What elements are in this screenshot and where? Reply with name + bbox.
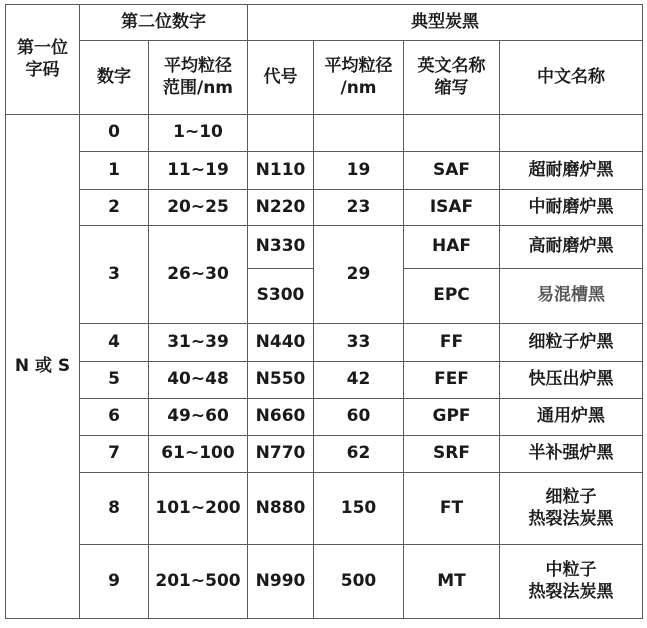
cell-abbr: FT [404,473,500,545]
cell-name: 易混槽黑 [500,269,643,324]
cell-abbr: FF [404,324,500,362]
cell-digit: 0 [80,115,149,152]
cell-code: N440 [248,324,314,362]
header-second-digit: 第二位数字 [80,5,248,41]
cell-code: N220 [248,190,314,226]
header-row-1 [6,5,643,41]
cell-name: 中粒子 热裂法炭黑 [500,545,643,619]
cell-digit: 9 [80,545,149,619]
cell-name: 细粒子 热裂法炭黑 [500,473,643,545]
cell-size: 500 [314,545,404,619]
cell-digit: 6 [80,399,149,436]
cell-name: 超耐磨炉黑 [500,152,643,190]
header-digit: 数字 [80,41,149,115]
cell-code: S300 [248,269,314,324]
cell-code: N550 [248,362,314,399]
cell-abbr: MT [404,545,500,619]
table-row [6,152,643,190]
table-row [6,362,643,399]
cell-code: N770 [248,436,314,473]
cell-digit: 7 [80,436,149,473]
cell-size: 19 [314,152,404,190]
table-row [6,190,643,226]
cell-code: N110 [248,152,314,190]
cell-digit: 8 [80,473,149,545]
cell-range: 20~25 [149,190,248,226]
cell-size: 33 [314,324,404,362]
header-code: 代号 [248,41,314,115]
header-size-range: 平均粒径 范围/nm [149,41,248,115]
cell-abbr: SAF [404,152,500,190]
cell-size: 23 [314,190,404,226]
cell-abbr: EPC [404,269,500,324]
table-row [6,399,643,436]
header-abbr: 英文名称 缩写 [404,41,500,115]
table-row [6,436,643,473]
cell-abbr: GPF [404,399,500,436]
carbon-black-classification-table [5,4,643,619]
cell-range: 1~10 [149,115,248,152]
cell-name [500,115,643,152]
cell-range: 40~48 [149,362,248,399]
cell-digit: 1 [80,152,149,190]
cell-abbr [404,115,500,152]
header-cn-name: 中文名称 [500,41,643,115]
cell-range: 61~100 [149,436,248,473]
cell-name: 快压出炉黑 [500,362,643,399]
cell-name: 通用炉黑 [500,399,643,436]
cell-size: 150 [314,473,404,545]
cell-digit: 3 [80,226,149,324]
cell-range: 11~19 [149,152,248,190]
cell-digit: 4 [80,324,149,362]
table-row [6,545,643,619]
header-avg-size: 平均粒径 /nm [314,41,404,115]
cell-code: N660 [248,399,314,436]
cell-range: 31~39 [149,324,248,362]
cell-range: 49~60 [149,399,248,436]
cell-name: 高耐磨炉黑 [500,226,643,269]
cell-size: 42 [314,362,404,399]
cell-size [314,115,404,152]
cell-code: N330 [248,226,314,269]
cell-abbr: SRF [404,436,500,473]
cell-code: N880 [248,473,314,545]
cell-code: N990 [248,545,314,619]
table-row [6,226,643,269]
cell-name: 细粒子炉黑 [500,324,643,362]
cell-abbr: FEF [404,362,500,399]
cell-range: 26~30 [149,226,248,324]
cell-abbr: HAF [404,226,500,269]
cell-size: 60 [314,399,404,436]
header-typical-carbon-black: 典型炭黑 [248,5,643,41]
cell-size: 29 [314,226,404,324]
table-row [6,115,643,152]
cell-digit: 5 [80,362,149,399]
cell-range: 101~200 [149,473,248,545]
header-first-code: 第一位 字码 [6,5,80,115]
cell-code [248,115,314,152]
first-code-value: N 或 S [6,115,80,619]
cell-range: 201~500 [149,545,248,619]
table-row [6,473,643,545]
cell-digit: 2 [80,190,149,226]
cell-size: 62 [314,436,404,473]
cell-name: 中耐磨炉黑 [500,190,643,226]
header-row-2 [6,41,643,115]
table-row [6,324,643,362]
cell-name: 半补强炉黑 [500,436,643,473]
cell-abbr: ISAF [404,190,500,226]
